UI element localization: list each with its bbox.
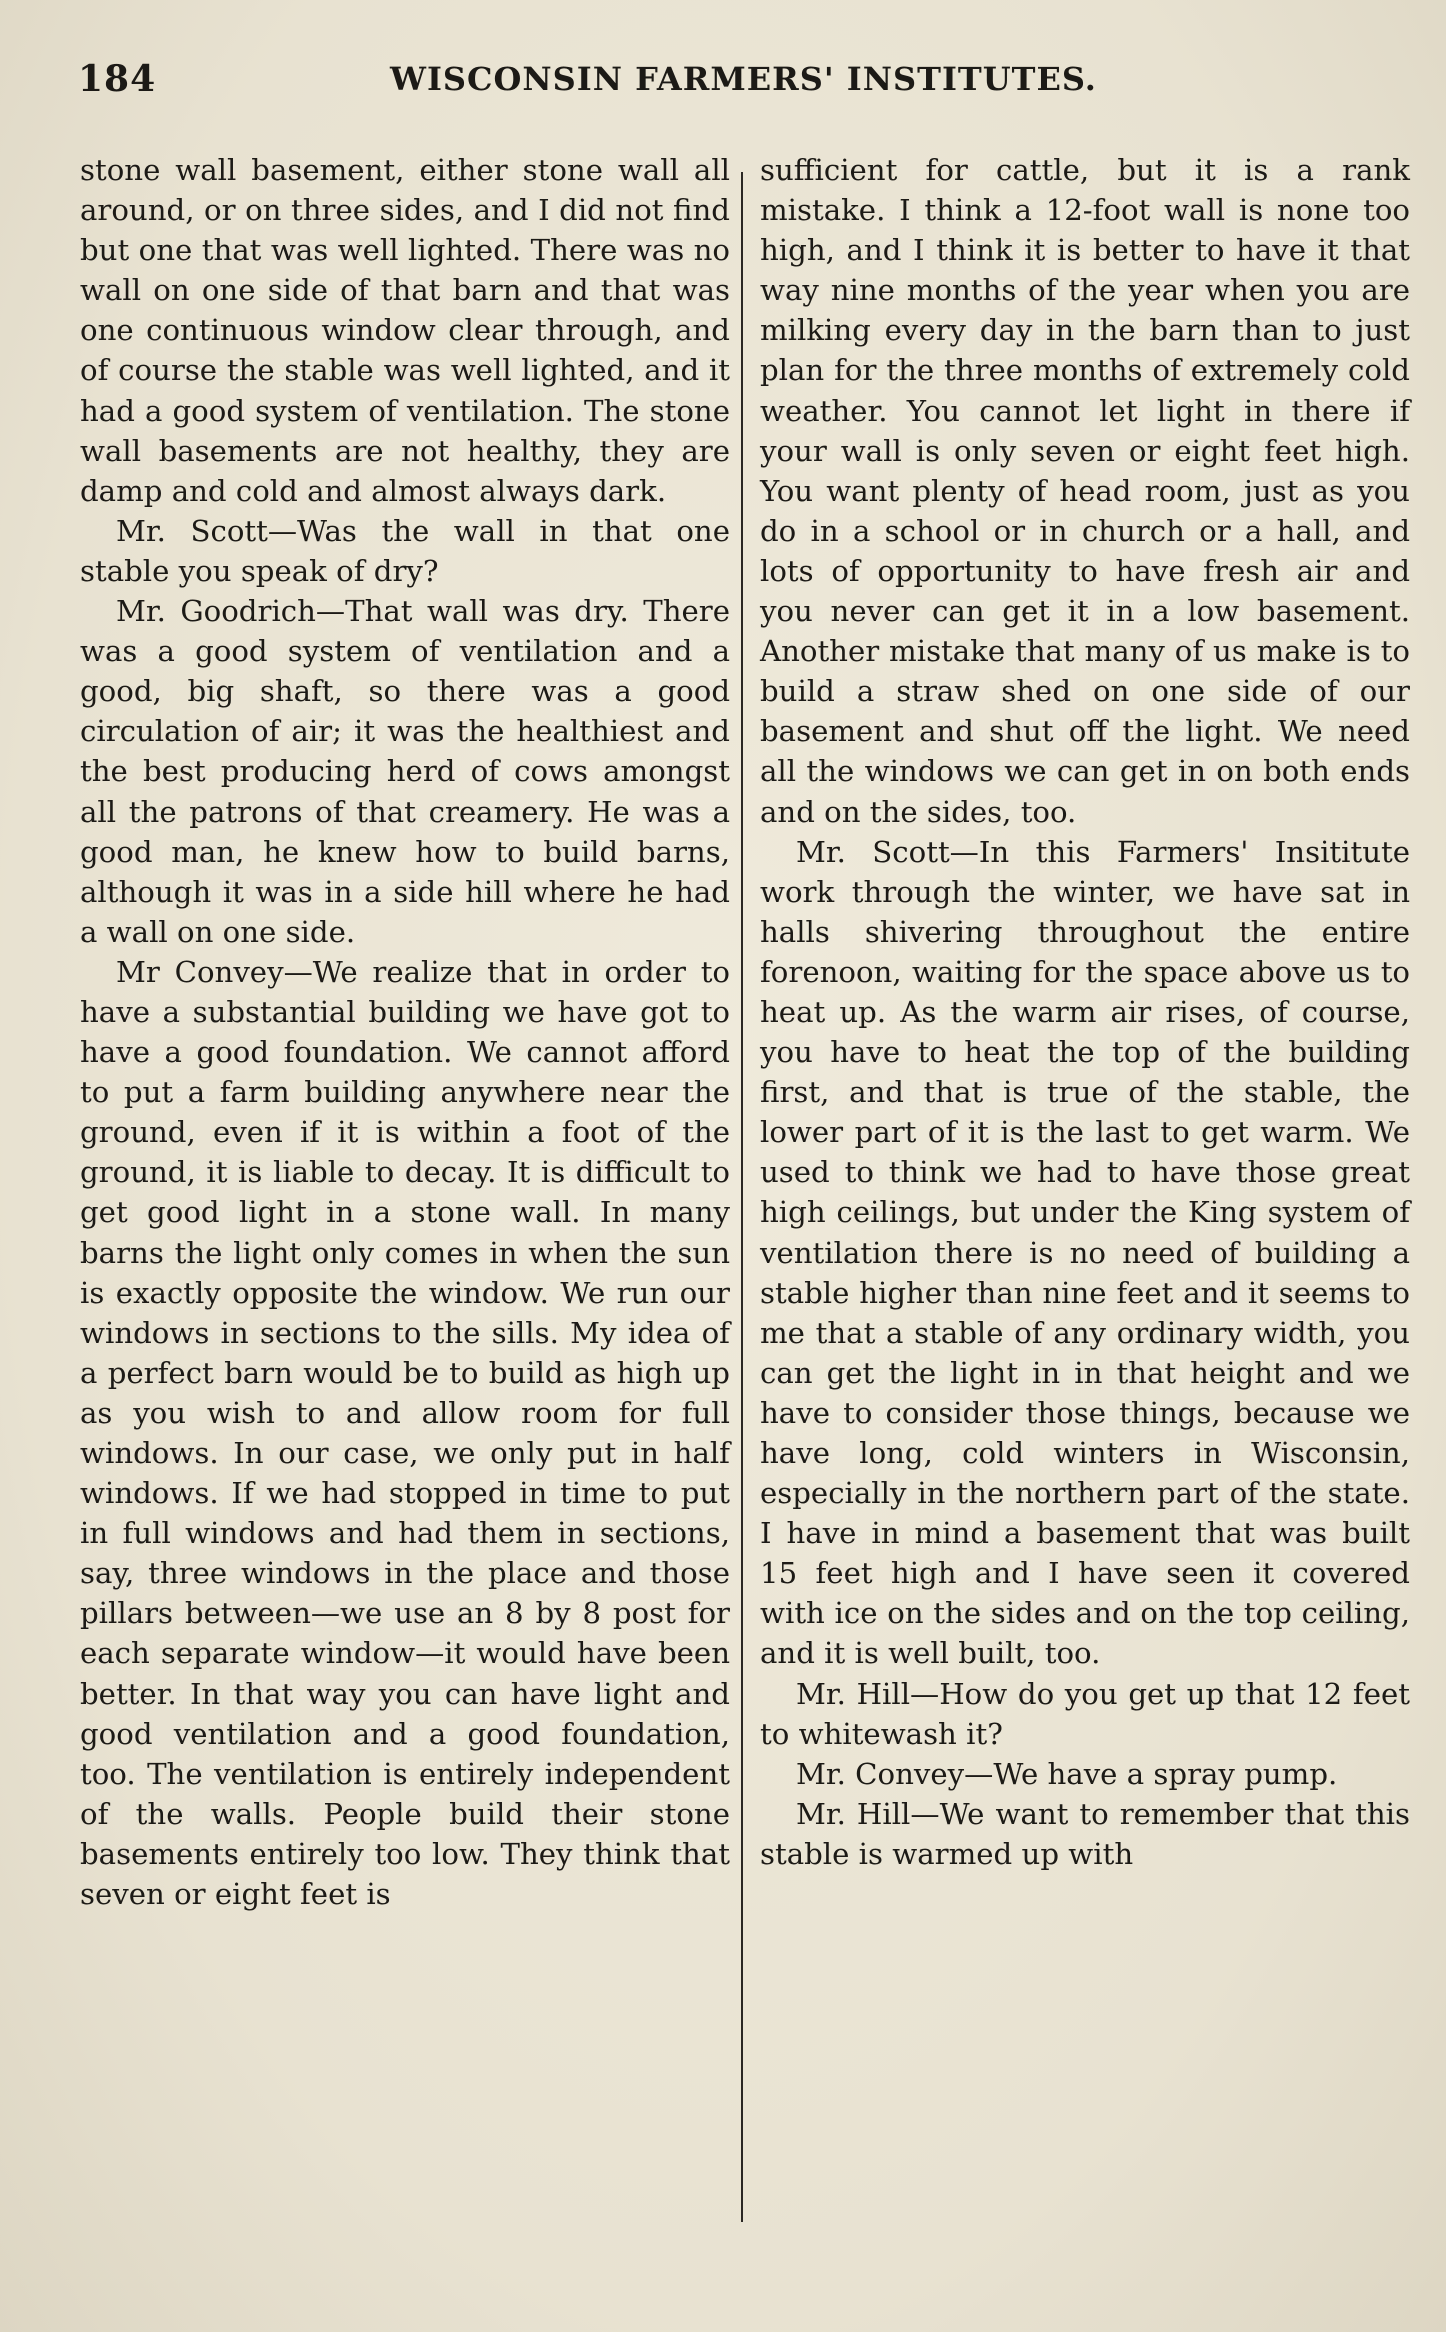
page-header — [78, 58, 1398, 110]
column-divider — [741, 172, 743, 2222]
right-text-column — [760, 150, 1410, 1874]
paragraph: Mr. Goodrich—That wall was dry. There was a good system of ventilation and a good, big shaft, so there was a good circulation of air; it was the healthiest and the best producing herd of cows amongst all the patrons of that creamery. He was a good man, he knew how to build barns, although it was in a side hill where he had a wall on one side. — [80, 594, 730, 949]
running-title: WISCONSIN FARMERS' INSTITUTES. — [390, 60, 1097, 98]
paragraph: Mr. Scott—In this Farmers' Insititute work through the winter, we have sat in halls shivering throughout the entire forenoon, waiting for the space above us to heat up. As the warm air rises, of course, you have to heat the top of the building first, and that is true of the stable, the lower part of it is the last to get warm. We used to think we had to have those great high ceilings, but under the King system of ventilation there is no need of building a stable higher than nine feet and it seems to me that a stable of any ordinary width, you can get the light in in that height and we have to consider those things, because we have long, cold winters in Wisconsin, especially in the northern part of the state. I have in mind a basement that was built 15 feet high and I have seen it covered with ice on the sides and on the top ceiling, and it is well built, too. — [760, 834, 1410, 1671]
paragraph: Mr Convey—We realize that in order to have a substantial building we have got to have a good foundation. We cannot afford to put a farm building anywhere near the ground, even if it is within a foot of the ground, it is liable to decay. It is difficult to get good light in a stone wall. In many barns the light only comes in when the sun is exactly opposite the window. We run our windows in sections to the sills. My idea of a perfect barn would be to build as high up as you wish to and allow room for full windows. In our case, we only put in half windows. If we had stopped in time to put in full windows and had them in sections, say, three windows in the place and those pillars between—we use an 8 by 8 post for each separate window—it would have been better. In that way you can have light and good ventilation and a good foundation, too. The ventilation is entirely independent of the walls. People build their stone basements entirely too low. They think that seven or eight feet is — [80, 954, 730, 1912]
page-number: 184 — [78, 58, 157, 100]
paragraph: Mr. Hill—We want to remember that this stable is warmed up with — [760, 1796, 1410, 1871]
paragraph: Mr. Hill—How do you get up that 12 feet to whitewash it? — [760, 1676, 1410, 1751]
paragraph: sufficient for cattle, but it is a rank mistake. I think a 12-foot wall is none too high, and I think it is better to have it that way nine months of the year when you are milking every day in the barn than to just plan for the three months of extremely cold weather. You cannot let light in there if your wall is only seven or eight feet high. You want plenty of head room, just as you do in a school or in church or a hall, and lots of opportunity to have fresh air and you never can get it in a low basement. Another mistake that many of us make is to build a straw shed on one side of our basement and shut off the light. We need all the windows we can get in on both ends and on the sides, too. — [760, 153, 1410, 829]
left-text-column — [80, 150, 730, 1914]
paragraph: stone wall basement, either stone wall all around, or on three sides, and I did not find but one that was well lighted. There was no wall on one side of that barn and that was one continuous window clear through, and of course the stable was well lighted, and it had a good system of ventilation. The stone wall basements are not healthy, they are damp and cold and almost always dark. — [80, 153, 730, 508]
paragraph: Mr. Scott—Was the wall in that one stable you speak of dry? — [80, 513, 730, 588]
paragraph: Mr. Convey—We have a spray pump. — [796, 1756, 1338, 1791]
